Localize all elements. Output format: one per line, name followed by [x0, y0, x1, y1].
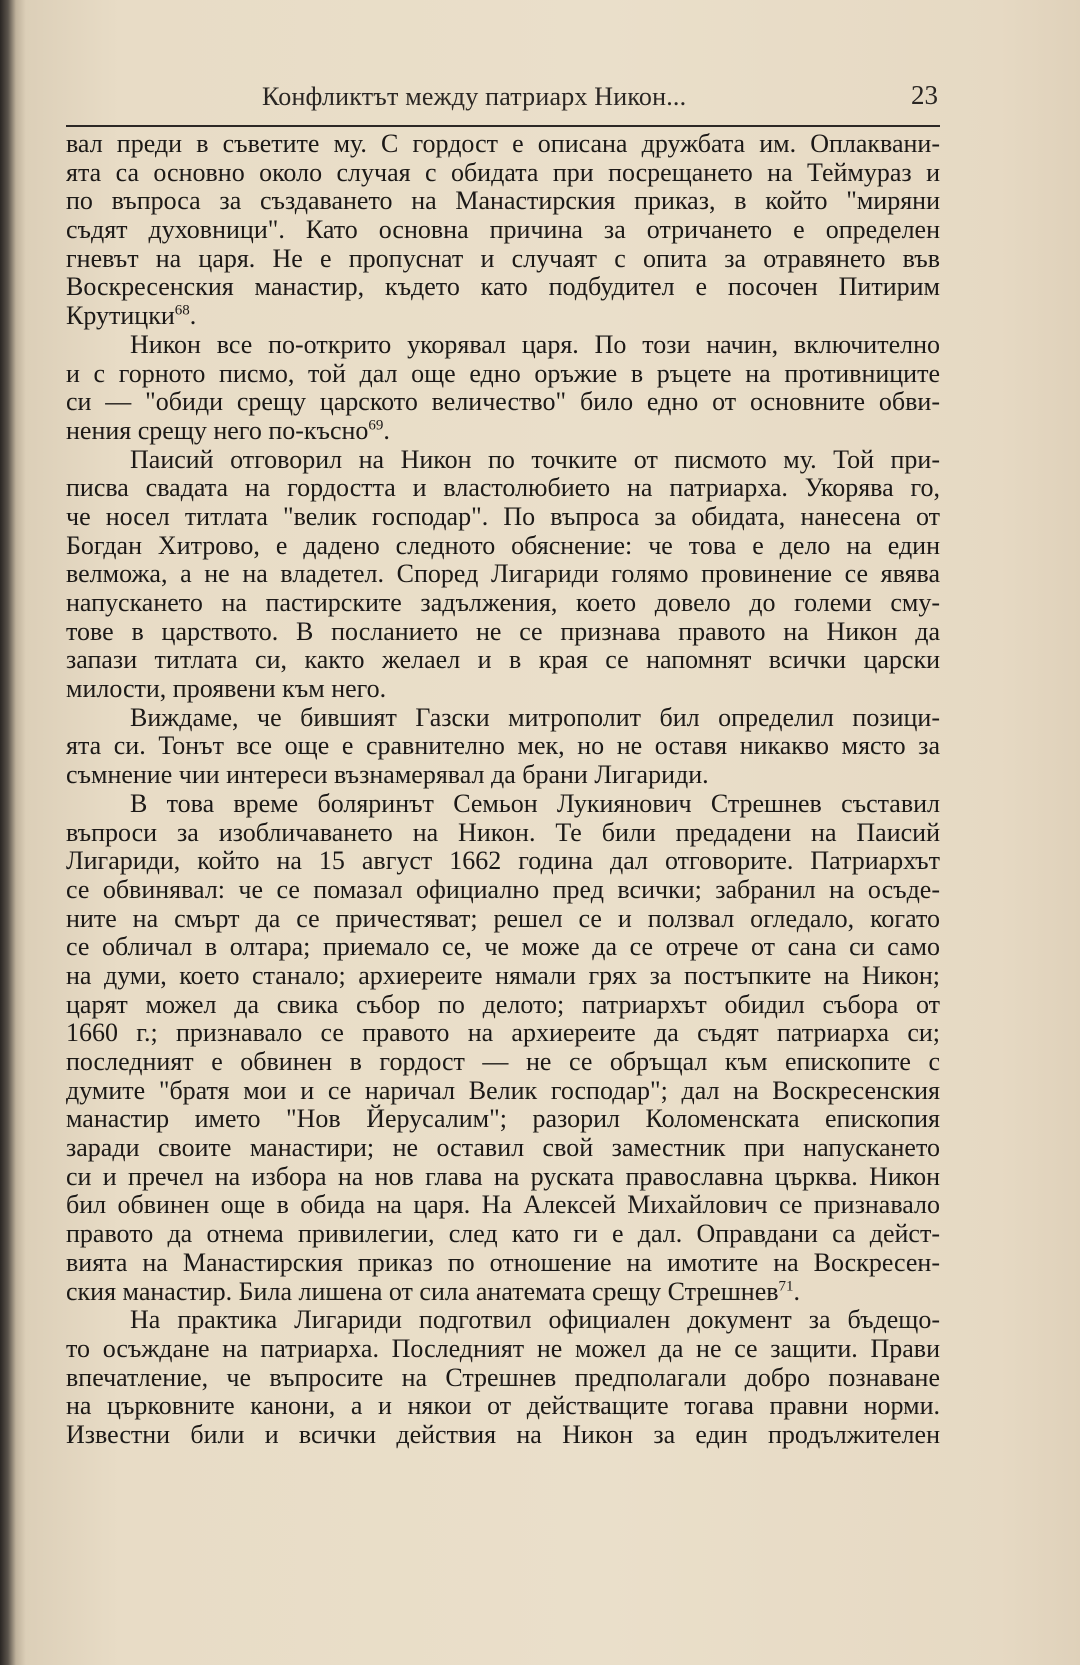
- line-text: се обличал в олтара; приемало се, че може да се отрече от сана си само: [66, 932, 940, 962]
- text-line: [66, 933, 940, 962]
- line-text: ския манастир. Била лишена от сила анатемата срещу Стрешнев: [66, 1276, 779, 1306]
- line-text: Известни били и всички действия на Никон за един продължителен: [66, 1419, 940, 1449]
- running-title: Конфликтът между патриарх Никон...: [262, 82, 687, 111]
- line-text: ята си. Тонът все още е сравнително мек, но не оставя никакво място за: [66, 731, 940, 761]
- text-line: [66, 331, 940, 360]
- text-line: [66, 446, 940, 475]
- line-text: манастир името "Нов Йерусалим"; разорил Коломенската епископия: [66, 1104, 940, 1134]
- line-text: ните на смърт да се причестяват; решел се и ползвал огледало, когато: [66, 903, 940, 933]
- line-text: се обвинявал: че се помазал официално пред всички; забранил на осъде-: [66, 874, 940, 904]
- line-suffix: .: [793, 1276, 801, 1306]
- line-text: Богдан Хитрово, е дадено следното обяснение: че това е дело на един: [66, 530, 940, 560]
- line-text: последният е обвинен в гордост — не се обръщал към епископите с: [66, 1047, 940, 1076]
- text-line: [66, 1019, 940, 1048]
- text-line: [66, 216, 940, 245]
- line-text: си — "обиди срещу царското величество" било едно от основните обви-: [66, 387, 940, 417]
- line-text: царят можел да свика събор по делото; патриархът обидил събора от: [66, 989, 940, 1019]
- line-text: съдят духовници". Като основна причина за отричането е определен: [66, 215, 940, 245]
- text-line: [66, 1077, 940, 1106]
- line-text: и с горното писмо, той дал още едно оръжие в ръцете на противниците: [66, 358, 940, 388]
- text-line: [66, 761, 940, 790]
- text-line: [66, 130, 940, 159]
- line-text: по въпроса за създаването на Манастирския приказ, в който "миряни: [66, 186, 940, 216]
- text-line: [66, 360, 940, 389]
- line-text: Лигариди, който на 15 август 1662 година дал отговорите. Патриархът: [66, 846, 940, 876]
- line-text: съмнение чии интереси възнамерявал да брани Лигариди.: [66, 760, 709, 790]
- line-text: запази титлата си, както желаел и в края се напомнят всички царски: [66, 645, 940, 675]
- text-line: [66, 819, 940, 848]
- text-line: [66, 245, 940, 274]
- text-line: [66, 589, 940, 618]
- line-text: писва свадата на гордостта и властолюбието на патриарха. Укорява го,: [66, 473, 940, 503]
- line-suffix: .: [383, 415, 390, 445]
- text-line: [66, 159, 940, 188]
- text-line: [66, 790, 940, 819]
- line-text: правото да отнема привилегии, след като ги е дал. Оправдани са дейст-: [66, 1219, 940, 1249]
- text-line: [66, 847, 940, 876]
- text-line: [66, 503, 940, 532]
- line-text: то осъждане на патриарха. Последният не можел да не се защити. Прави: [66, 1333, 940, 1363]
- text-line: [66, 1249, 940, 1278]
- header-rule: [66, 125, 940, 127]
- body-text: [66, 130, 940, 1450]
- text-line: [66, 962, 940, 991]
- text-line: [66, 560, 940, 589]
- line-text: милости, проявени към него.: [66, 674, 387, 704]
- text-line: [66, 1105, 940, 1134]
- text-line: [66, 1048, 940, 1077]
- line-text: На практика Лигариди подготвил официален документ за бъдещо-: [130, 1305, 940, 1335]
- text-line: [66, 618, 940, 647]
- text-line: [66, 273, 940, 302]
- line-text: впечатление, че въпросите на Стрешнев предполагали добро познаване: [66, 1362, 940, 1392]
- text-line: [66, 675, 940, 704]
- line-text: вията на Манастирския приказ по отношение на имотите на Воскресен-: [66, 1247, 940, 1277]
- line-text: бил обвинен още в обида на царя. На Алексей Михайлович се признавало: [66, 1190, 940, 1220]
- line-text: въпроси за изобличаването на Никон. Те били предадени на Паисий: [66, 817, 940, 847]
- text-line: [66, 905, 940, 934]
- text-line: [66, 991, 940, 1020]
- line-text: напускането на пастирските задължения, което довело до големи сму-: [66, 588, 940, 617]
- text-line: [66, 1421, 940, 1450]
- line-text: тове в царството. В посланието не се признава правото на Никон да: [66, 616, 940, 646]
- line-text: думите "братя мои и се наричал Велик господар"; дал на Воскресенския: [66, 1075, 940, 1105]
- text-line: [66, 704, 940, 733]
- text-line: [66, 1191, 940, 1220]
- line-text: гневът на царя. Не е пропуснат и случаят с опита за отравянето във: [66, 243, 940, 273]
- line-text: велможа, а не на владетел. Според Лигариди голямо провинение се явява: [66, 559, 940, 589]
- line-text: В това време боляринът Семьон Лукиянович Стрешнев съставил: [130, 788, 940, 818]
- line-text: Виждаме, че бившият Газски митрополит бил определил позици-: [130, 702, 940, 732]
- line-text: Воскресенския манастир, където като подбудител е посочен Питирим: [66, 272, 940, 302]
- line-text: ята са основно около случая с обидата при посрещането на Теймураз и: [66, 157, 940, 187]
- text-line: [66, 1392, 940, 1421]
- text-line: [66, 1278, 940, 1307]
- line-suffix: .: [189, 301, 197, 331]
- line-text: на думи, което станало; архиереите нямали грях за постъпките на Никон;: [66, 960, 940, 990]
- line-text: 1660 г.; признавало се правото на архиереите да съдят патриарха си;: [66, 1018, 940, 1048]
- text-line: [66, 474, 940, 503]
- text-line: [66, 1220, 940, 1249]
- footnote-ref: 71: [778, 1277, 794, 1294]
- footnote-ref: 68: [174, 302, 190, 319]
- text-line: [66, 388, 940, 417]
- line-text: Паисий отговорил на Никон по точките от писмото му. Той при-: [130, 444, 940, 474]
- text-line: [66, 732, 940, 761]
- line-text: нения срещу него по-късно: [66, 415, 369, 445]
- line-text: на църковните канони, а и някои от действащите тогава правни норми.: [66, 1391, 940, 1421]
- page-header: [66, 80, 940, 120]
- line-text: заради своите манастири; не оставил свой заместник при напускането: [66, 1133, 940, 1163]
- line-text: вал преди в съветите му. С гордост е описана дружбата им. Оплаквани-: [66, 129, 940, 158]
- text-line: [66, 417, 940, 446]
- text-line: [66, 532, 940, 561]
- text-line: [66, 1306, 940, 1335]
- text-line: [66, 1163, 940, 1192]
- line-text: че носел титлата "велик господар". По въпроса за обидата, нанесена от: [66, 501, 940, 531]
- footnote-ref: 69: [368, 417, 384, 434]
- text-line: [66, 1134, 940, 1163]
- text-line: [66, 187, 940, 216]
- text-line: [66, 646, 940, 675]
- text-line: [66, 302, 940, 331]
- line-text: Никон все по-открито укорявал царя. По този начин, включително: [130, 329, 940, 359]
- line-text: Крутицки: [66, 301, 175, 331]
- text-line: [66, 1364, 940, 1393]
- line-text: си и пречел на избора на нов глава на руската православна църква. Никон: [66, 1161, 940, 1191]
- text-line: [66, 1335, 940, 1364]
- page-number: 23: [911, 80, 938, 110]
- text-line: [66, 876, 940, 905]
